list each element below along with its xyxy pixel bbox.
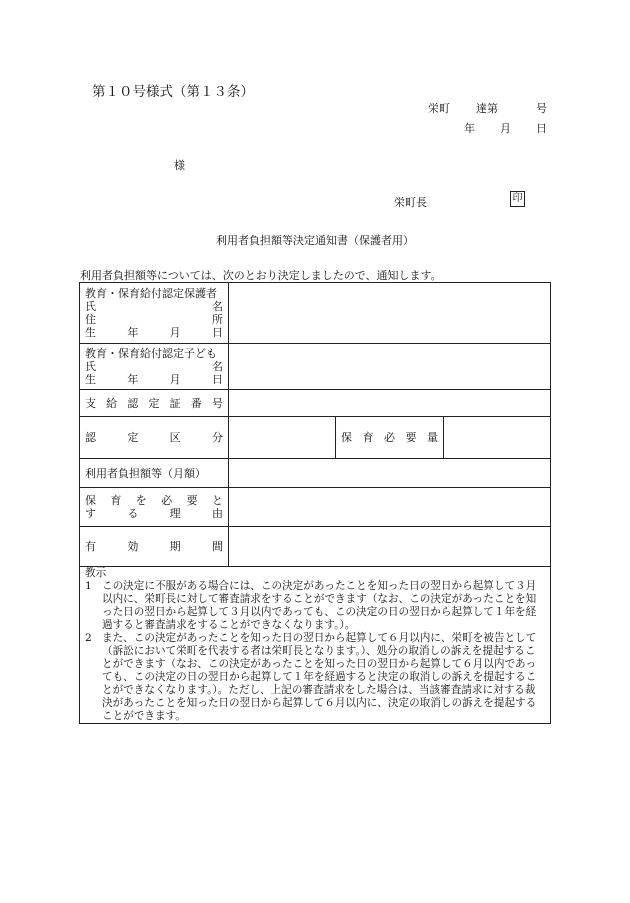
notes-row (80, 567, 551, 724)
form-number: 第１０号様式（第１３条） (92, 84, 254, 100)
guardian-heading: 教育・保育給付認定保護者 (85, 287, 217, 300)
reason-row (80, 488, 551, 527)
note-item (85, 632, 545, 723)
date-day: 日 (536, 122, 547, 135)
issuer-number-line (428, 100, 548, 114)
char: 分 (211, 431, 223, 444)
validity-label (85, 540, 223, 553)
care-need-label-cell (336, 417, 444, 459)
addressee-suffix: 様 (174, 159, 185, 172)
char: 定 (148, 396, 160, 410)
char: 名 (212, 360, 223, 373)
char: 区 (169, 431, 181, 444)
decision-table (79, 282, 551, 724)
cert-class-label (85, 431, 223, 444)
child-heading: 教育・保育給付認定子ども (85, 347, 217, 360)
note-text: この決定に不服がある場合には、この決定があったことを知った日の翌日から起算して３月以内に、栄町長に対して審査請求をすることができます（なお、この決定があったことを知った日の翌日から起算して３月以内であっても、この決定の日の翌日から起算して１年を経過すると審査請求をすることができなくなります。）。 (102, 580, 537, 631)
child-value-cell[interactable] (229, 344, 551, 390)
cert-class-value-cell[interactable] (229, 417, 336, 459)
cert-number-label (85, 397, 223, 410)
fee-value-cell[interactable] (229, 459, 551, 488)
char: る (127, 507, 139, 520)
validity-value-cell[interactable] (229, 527, 551, 567)
char: 有 (85, 540, 96, 553)
guardian-value-cell[interactable] (229, 283, 551, 344)
char: 番 (190, 396, 202, 410)
seal-mark: 印 (510, 191, 525, 207)
char: す (85, 507, 96, 520)
char: と (211, 494, 223, 507)
char: 生 (85, 373, 96, 386)
notes-heading: 教示 (85, 567, 107, 579)
char: 間 (211, 540, 223, 553)
child-name-label (85, 360, 223, 373)
char: 日 (211, 326, 223, 339)
char: 要 (405, 431, 417, 444)
char: 氏 (85, 360, 96, 373)
char: 認 (127, 396, 139, 410)
char: 年 (127, 373, 139, 386)
char: 名 (212, 300, 223, 313)
char: 必 (161, 494, 173, 507)
validity-label-cell (80, 527, 229, 567)
reason-label-cell (80, 488, 229, 527)
cert-number-label-cell (80, 390, 229, 417)
fee-row (80, 459, 551, 488)
cert-number-row (80, 390, 551, 417)
reason-label-line2 (85, 507, 223, 520)
char: 効 (127, 540, 139, 553)
char: を (135, 494, 147, 507)
char: 生 (85, 326, 96, 339)
char: 必 (384, 431, 395, 444)
char: 由 (211, 507, 223, 520)
cert-number-value-cell[interactable] (229, 390, 551, 417)
fee-label-cell (80, 459, 229, 488)
char: 号 (211, 396, 223, 410)
notes-cell (80, 567, 551, 724)
char: 支 (85, 396, 96, 410)
guardian-name-label (85, 300, 223, 313)
child-label-cell (80, 344, 229, 390)
reason-label-line1 (85, 494, 223, 507)
date-month: 月 (500, 122, 511, 135)
guardian-address-label (85, 313, 223, 326)
note-item (85, 580, 545, 632)
char: 認 (85, 431, 96, 444)
char: 氏 (85, 300, 96, 313)
intro-text: 利用者負担額等については、次のとおり決定しましたので、通知します。 (80, 269, 442, 282)
issuer-series: 達第 (476, 102, 498, 115)
care-need-label (341, 431, 438, 444)
char: 証 (169, 396, 181, 410)
char: 理 (169, 507, 181, 520)
char: 月 (169, 326, 181, 339)
char: 日 (211, 373, 223, 386)
issue-date-line (464, 120, 548, 134)
char: 要 (186, 494, 198, 507)
fee-label: 利用者負担額等（月額） (85, 466, 206, 480)
guardian-row (80, 283, 551, 344)
char: 給 (106, 396, 118, 410)
cert-class-label-cell (80, 417, 229, 459)
note-text: また、この決定があったことを知った日の翌日から起算して６月以内に、栄町を被告として（訴訟において栄町を代表する者は栄町長となります。）、処分の取消しの訴えを提起することができます（なお、この決定があったことを知った日の翌日から起算して６月以内であっても、この決定の日の翌日から起算して１年を経過すると決定の取消しの訴えを提起することができなくなります。）。ただし、上記の審査請求をした場合は、当該審査請求に対する裁決があったことを知った日の翌日から起算して６月以内に、決定の取消しの訴えを提起することができます。 (102, 632, 537, 722)
char: 育 (110, 494, 122, 507)
date-year: 年 (464, 122, 475, 135)
char: 月 (169, 373, 181, 386)
char: 年 (127, 326, 139, 339)
char: 育 (362, 431, 374, 444)
char: 保 (341, 431, 352, 444)
cert-class-row (80, 417, 551, 459)
char: 量 (427, 431, 438, 444)
char: 保 (85, 494, 96, 507)
note-number: 1 (85, 580, 92, 592)
char: 所 (212, 313, 223, 326)
char: 期 (169, 540, 181, 553)
guardian-label-cell (80, 283, 229, 344)
care-need-value-cell[interactable] (444, 417, 551, 459)
validity-row (80, 527, 551, 567)
reason-value-cell[interactable] (229, 488, 551, 527)
document-title: 利用者負担額等決定通知書（保護者用） (216, 234, 414, 247)
note-number: 2 (85, 632, 92, 644)
guardian-birth-label (85, 326, 223, 339)
mayor-title: 栄町長 (394, 196, 427, 209)
char: 定 (127, 431, 139, 444)
child-row (80, 344, 551, 390)
child-birth-label (85, 373, 223, 386)
issuer-org: 栄町 (428, 102, 450, 115)
char: 住 (85, 313, 96, 326)
issuer-no-suffix: 号 (536, 102, 547, 115)
